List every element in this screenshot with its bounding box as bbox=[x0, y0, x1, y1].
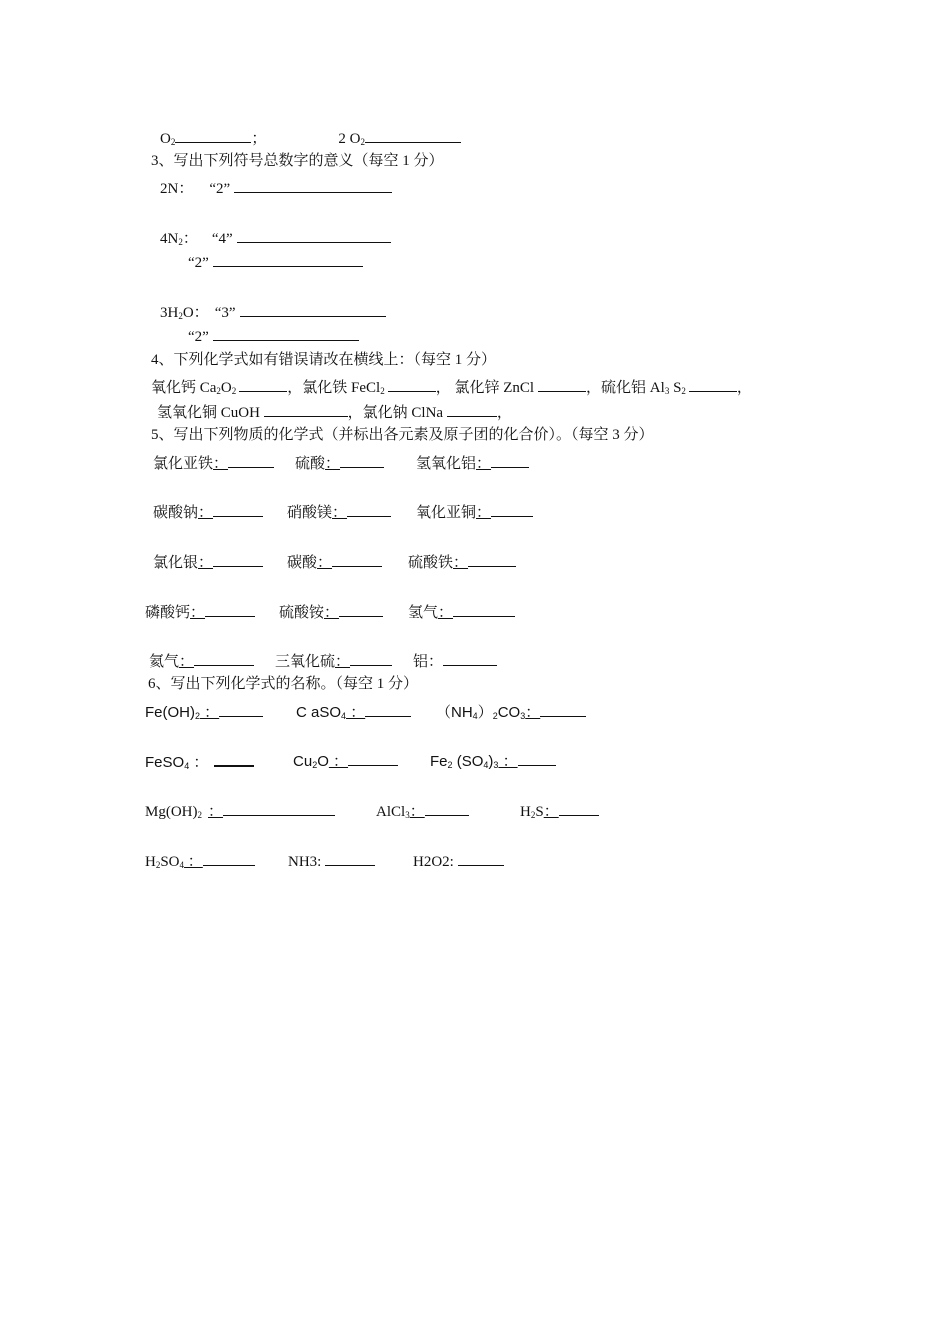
q4-line1: 氧化钙 $Ca_2O_2$ ，氯化铁 FeCl$_2$ ， 氯化锌 ZnCl ，硫化铝 $Al_3$ $S_2$ ， bbox=[151, 377, 752, 397]
answer-blank[interactable] bbox=[325, 851, 375, 866]
q5-row5-item2: 三氧化硫： bbox=[275, 651, 392, 671]
answer-blank[interactable] bbox=[203, 851, 255, 866]
q6-row3-item3: $H_2S$： bbox=[520, 801, 599, 821]
answer-blank[interactable] bbox=[240, 302, 386, 317]
answer-blank[interactable] bbox=[365, 702, 411, 717]
answer-blank[interactable] bbox=[491, 453, 529, 468]
q6-row1-item3: $(NH_4)_2CO_3$： bbox=[436, 702, 586, 722]
q5-row3-item3: 硫酸铁： bbox=[408, 552, 516, 572]
answer-blank[interactable] bbox=[332, 552, 382, 567]
answer-blank[interactable] bbox=[458, 851, 504, 866]
answer-blank[interactable] bbox=[175, 128, 251, 143]
q6-row3-item2: AlCl$_3$： bbox=[376, 801, 469, 821]
answer-blank[interactable] bbox=[219, 702, 263, 717]
q3-4n2-row: $4N_2$： “4” bbox=[160, 228, 391, 248]
answer-blank[interactable] bbox=[213, 252, 363, 267]
q5-row4-item2: 硫酸铵： bbox=[279, 602, 383, 622]
q6-row2-item1: FeSO$_4$ ： bbox=[145, 751, 254, 772]
q5-row5-item3: 铝： bbox=[413, 651, 497, 671]
q6-row2-item3: $Fe_2$ $(SO_4)_3$ ： bbox=[430, 751, 556, 771]
q5-title: 5、写出下列物质的化学式（并标出各元素及原子团的化合价）。（每空 3 分） bbox=[151, 427, 654, 443]
answer-blank[interactable] bbox=[213, 326, 359, 341]
q5-row1-item2: 硫酸： bbox=[295, 453, 384, 473]
q3-title: 3、写出下列符号总数字的意义（每空 1 分） bbox=[151, 153, 444, 169]
q5-row1-item1: 氯化亚铁： bbox=[153, 453, 274, 473]
answer-blank[interactable] bbox=[339, 602, 383, 617]
answer-blank[interactable] bbox=[468, 552, 516, 567]
answer-blank[interactable] bbox=[453, 602, 515, 617]
q6-row4-item3: H2O2: bbox=[413, 851, 504, 871]
o2-row: $O_2$ ； 2 $O_2$ bbox=[160, 128, 461, 148]
answer-blank[interactable] bbox=[348, 751, 398, 766]
q6-row1-item2: C aSO$_4$ ： bbox=[296, 702, 411, 722]
answer-blank[interactable] bbox=[491, 502, 533, 517]
answer-blank[interactable] bbox=[213, 502, 263, 517]
answer-blank[interactable] bbox=[559, 801, 599, 816]
answer-blank[interactable] bbox=[264, 402, 348, 417]
q4-line2: 氢氧化铜 CuOH ，氯化钠 ClNa ， bbox=[157, 402, 512, 422]
answer-blank[interactable] bbox=[388, 377, 436, 392]
q5-row4-item1: 磷酸钙： bbox=[145, 602, 255, 622]
formula-o2: O bbox=[160, 131, 171, 147]
answer-blank[interactable] bbox=[237, 228, 391, 243]
q3-3h2o-row2: “2” bbox=[188, 326, 359, 346]
q3-4n2-row2: “2” bbox=[188, 252, 363, 272]
q5-row2-item3: 氧化亚铜： bbox=[416, 502, 533, 522]
answer-blank[interactable] bbox=[214, 751, 254, 767]
q6-row4-item2: NH3: bbox=[288, 851, 375, 871]
answer-blank[interactable] bbox=[205, 602, 255, 617]
q5-row4-item3: 氢气： bbox=[408, 602, 515, 622]
q5-row1-item3: 氢氧化铝： bbox=[416, 453, 529, 473]
answer-blank[interactable] bbox=[234, 178, 392, 193]
answer-blank[interactable] bbox=[518, 751, 556, 766]
q5-row2-item2: 硝酸镁： bbox=[287, 502, 391, 522]
q5-row5-item1: 氦气： bbox=[149, 651, 254, 671]
q6-row2-item2: $Cu_2O$ ： bbox=[293, 751, 398, 771]
q5-row2-item1: 碳酸钠： bbox=[153, 502, 263, 522]
answer-blank[interactable] bbox=[194, 651, 254, 666]
answer-blank[interactable] bbox=[228, 453, 274, 468]
answer-blank[interactable] bbox=[538, 377, 586, 392]
answer-blank[interactable] bbox=[540, 702, 586, 717]
answer-blank[interactable] bbox=[365, 128, 461, 143]
q3-2n-row: 2N： “2” bbox=[160, 178, 392, 198]
answer-blank[interactable] bbox=[223, 801, 335, 816]
answer-blank[interactable] bbox=[350, 651, 392, 666]
answer-blank[interactable] bbox=[689, 377, 737, 392]
answer-blank[interactable] bbox=[347, 502, 391, 517]
q6-title: 6、写出下列化学式的名称。（每空 1 分） bbox=[148, 676, 419, 692]
q6-row3-item1: $Mg(OH)_2$ ： bbox=[145, 801, 335, 821]
answer-blank[interactable] bbox=[443, 651, 497, 666]
answer-blank[interactable] bbox=[239, 377, 287, 392]
q3-3h2o-row: $3H_2O$： “3” bbox=[160, 302, 386, 322]
q6-row1-item1: $Fe(OH)_2$ ： bbox=[145, 702, 263, 722]
formula-2o2: 2 O bbox=[338, 131, 361, 147]
answer-blank[interactable] bbox=[447, 402, 497, 417]
answer-blank[interactable] bbox=[340, 453, 384, 468]
q5-row3-item2: 碳酸： bbox=[287, 552, 382, 572]
q6-row4-item1: $H_2SO_4$ ： bbox=[145, 851, 255, 871]
q4-title: 4、下列化学式如有错误请改在横线上：（每空 1 分） bbox=[151, 352, 497, 368]
answer-blank[interactable] bbox=[425, 801, 469, 816]
q5-row3-item1: 氯化银： bbox=[153, 552, 263, 572]
answer-blank[interactable] bbox=[213, 552, 263, 567]
